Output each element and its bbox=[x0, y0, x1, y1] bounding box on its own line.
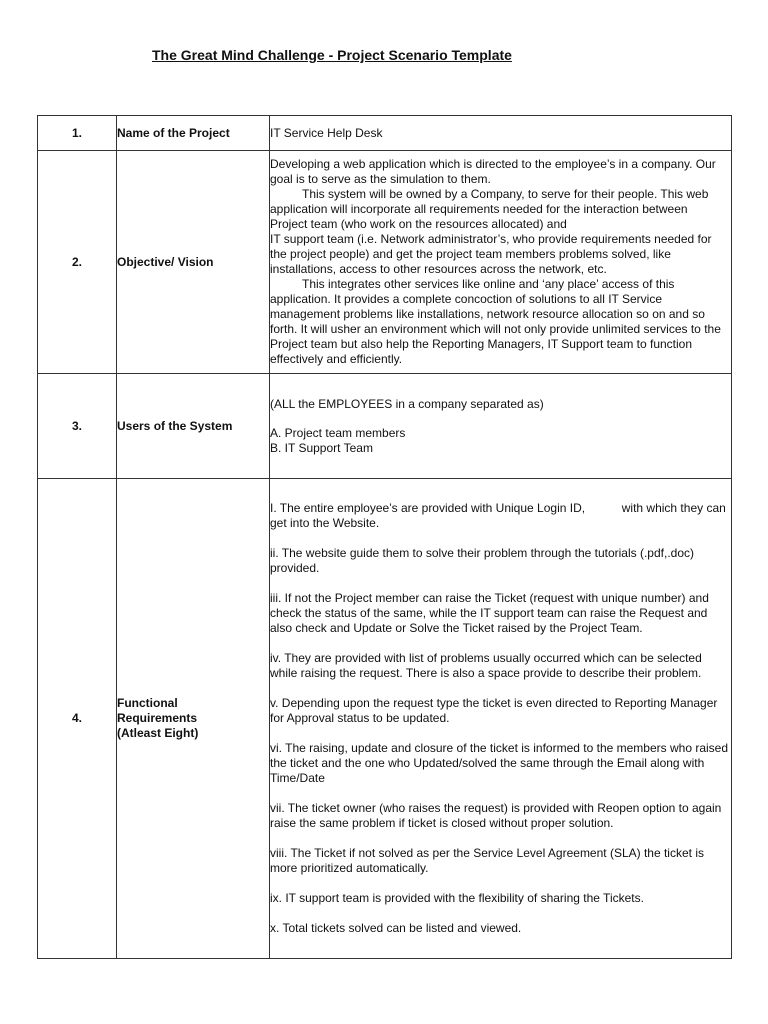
label-line: Functional bbox=[117, 696, 178, 710]
list-item: viii. The Ticket if not solved as per the Service Level Agreement (SLA) the ticket is more prioritized automatically. bbox=[270, 845, 704, 875]
paragraph: Developing a web application which is directed to the employee’s in a company. Our goal is to serve as the simulation to them. bbox=[270, 157, 716, 186]
table-row bbox=[38, 374, 732, 479]
objective-text bbox=[270, 151, 732, 374]
paragraph: Project team (who work on the resources allocated) and bbox=[270, 217, 567, 231]
row-number: 2. bbox=[38, 151, 117, 374]
table-row bbox=[38, 116, 732, 151]
row-label: Users of the System bbox=[117, 374, 270, 479]
paragraph: This system will be owned by a Company, to serve for their people. This web application will incorporate all requirements needed for the interaction between bbox=[270, 187, 709, 216]
label-line: (Atleast Eight) bbox=[117, 726, 199, 740]
users-intro: (ALL the EMPLOYEES in a company separated as) bbox=[270, 396, 544, 411]
row-number: 3. bbox=[38, 374, 117, 479]
list-item: B. IT Support Team bbox=[270, 440, 373, 455]
list-item: iii. If not the Project member can raise the Ticket (request with unique number) and check the status of the same, while the IT support team can raise the Request and also check and Update or Solve the Ticket raised by the Project Team. bbox=[270, 590, 709, 635]
list-item: I. The entire employee’s are provided with Unique Login ID, with which they can get into the Website. bbox=[270, 500, 730, 530]
row-label bbox=[117, 479, 270, 959]
project-name-value: IT Service Help Desk bbox=[270, 116, 732, 151]
row-number: 1. bbox=[38, 116, 117, 151]
list-item: v. Depending upon the request type the ticket is even directed to Reporting Manager for Approval status to be updated. bbox=[270, 695, 718, 725]
label-line: Requirements bbox=[117, 711, 198, 725]
row-label: Name of the Project bbox=[117, 116, 270, 151]
scenario-table bbox=[37, 115, 732, 959]
row-number: 4. bbox=[38, 479, 117, 959]
list-item: iv. They are provided with list of problems usually occurred which can be selected while raising the request. There is also a space provide to describe their problem. bbox=[270, 650, 702, 680]
list-item: vi. The raising, update and closure of the ticket is informed to the members who raised the ticket and the one who Updated/solved the same through the Email along with Time/Date bbox=[270, 740, 729, 785]
list-item: ii. The website guide them to solve their problem through the tutorials (.pdf,.doc) provided. bbox=[270, 545, 695, 575]
list-item: A. Project team members bbox=[270, 425, 406, 440]
list-item: vii. The ticket owner (who raises the request) is provided with Reopen option to again raise the same problem if ticket is closed without proper solution. bbox=[270, 800, 722, 830]
table-row bbox=[38, 479, 732, 959]
list-item: x. Total tickets solved can be listed and viewed. bbox=[270, 920, 522, 935]
requirements-list bbox=[270, 479, 732, 959]
table-row bbox=[38, 151, 732, 374]
users-text bbox=[270, 374, 732, 479]
document-title: The Great Mind Challenge - Project Scenario Template bbox=[152, 47, 512, 63]
list-item: ix. IT support team is provided with the flexibility of sharing the Tickets. bbox=[270, 890, 644, 905]
paragraph: IT support team (i.e. Network administrator’s, who provide requirements needed for the project people) and get the project team members problems solved, like installations, access to other resources across the network, etc. bbox=[270, 232, 712, 276]
paragraph: This integrates other services like online and ‘any place’ access of this application. It provides a complete concoction of solutions to all IT Service management problems like installations, network resource allocation so on and so forth. It will usher an environment which will not only provide unlimited services to the Project team but also help the Reporting Managers, IT Support team to function effectively and efficiently. bbox=[270, 277, 721, 366]
row-label: Objective/ Vision bbox=[117, 151, 270, 374]
